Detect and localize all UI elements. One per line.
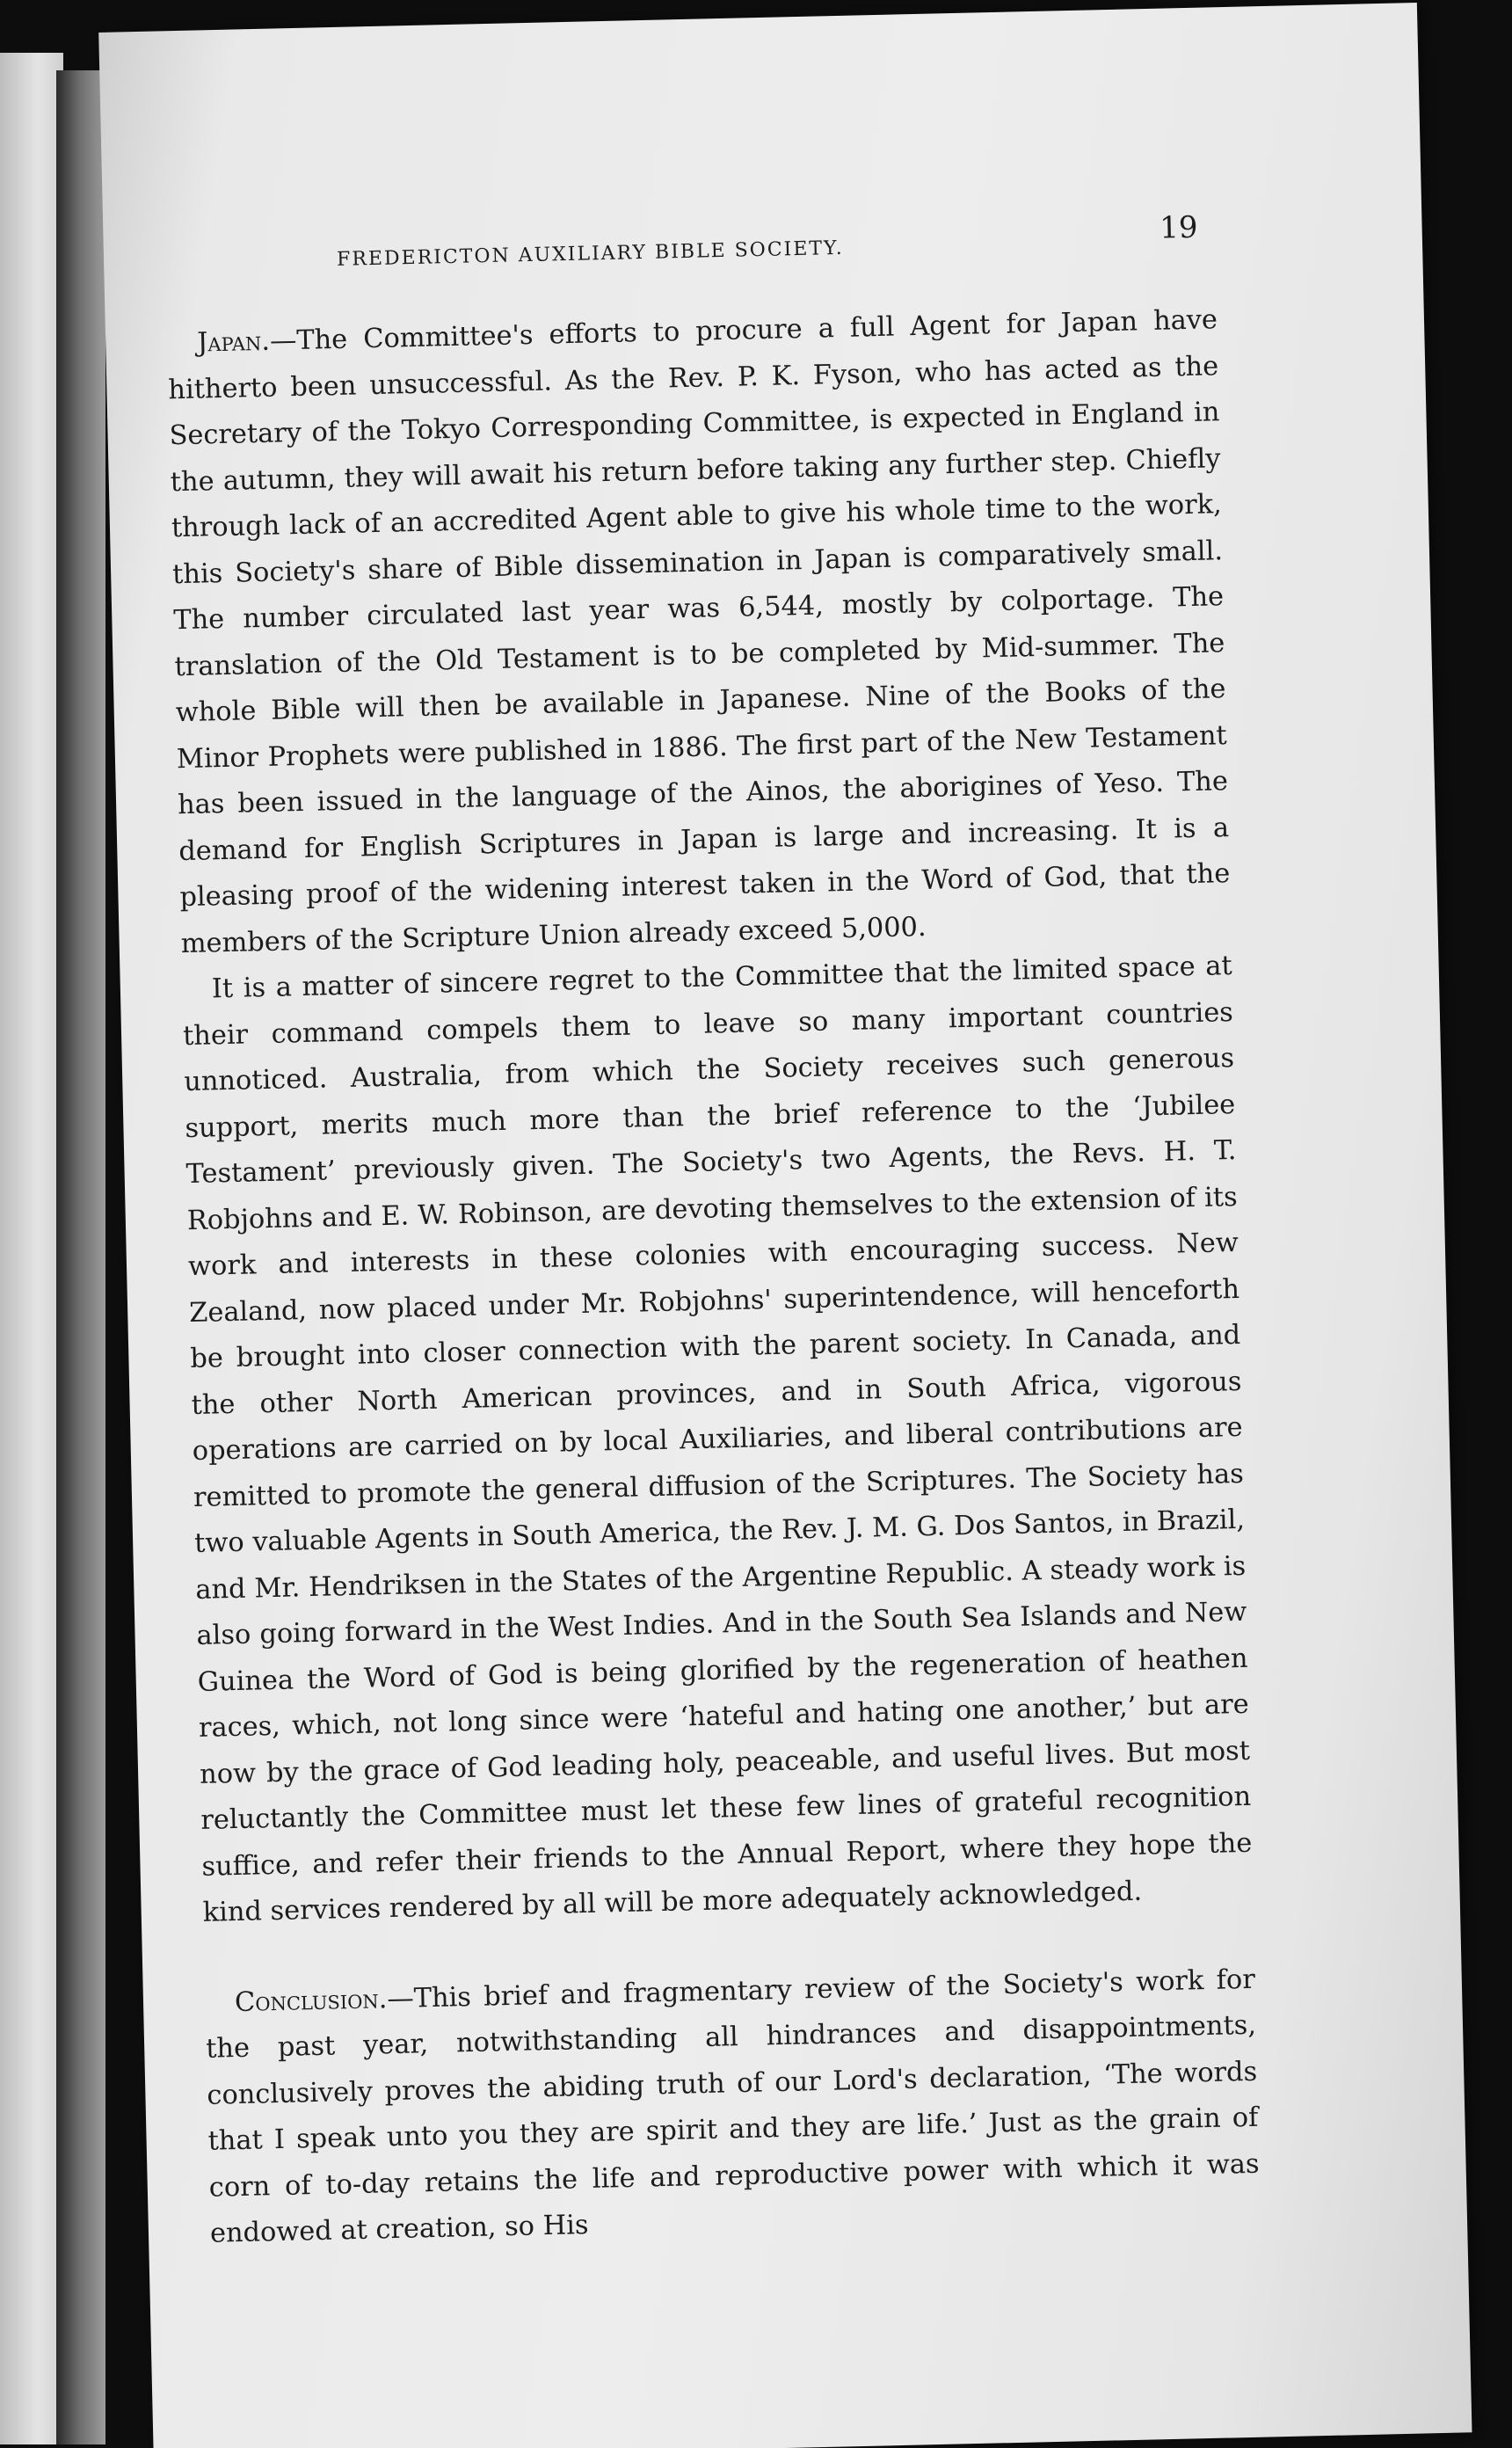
paragraph-text: —The Committee's efforts to procure a full Agent for Japan have hitherto been unsuccessful. As the Rev. P. K. Fyson, who has acted as the Secretary of the Tokyo Corresponding Committee, is expected in England in the autumn, they will await his return before taking any further step. Chiefly through lack of an accredited Agent able to give his whole time to the work, this Society's share of Bible dissemination in Japan is comparatively small. The number circulated last year was 6,544, mostly by colportage. The translation of the Old Testament is to be completed by Mid-summer. The whole Bible will then be available in Japanese. Nine of the Books of the Minor Prophets were published in 1886. The first part of the New Testament has been issued in the language of the Ainos, the aborigines of Yeso. The demand for English Scriptures in Japan is large and increasing. It is a pleasing proof of the widening interest taken in the Word of God, that the members of the Scripture Union already exceed 5,000. bbox=[168, 304, 1231, 959]
paragraph-text: It is a matter of sincere regret to the Committee that the limited space at their command compels them to leave so many important countries unnoticed. Australia, from which the Society receives such generous support, merits much more than the brief reference to the ‘Jubilee Testament’ previously given. The Society's two Agents, the Revs. H. T. Robjohns and E. W. Robinson, are devoting themselves to the extension of its work and interests in these colonies with encouraging success. New Zealand, now placed under Mr. Robjohns' superintendence, will henceforth be brought into closer connection with the parent society. In Canada, and the other North American provinces, and in South Africa, vigorous operations are carried on by local Auxiliaries, and liberal contributions are remitted to promote the general diffusion of the Scriptures. The Society has two valuable Agents in South America, the Rev. J. M. G. Dos Santos, in Brazil, and Mr. Hendriksen in the States of the Argentine Republic. A steady work is also going forward in the West Indies. And in the South Sea Islands and New Guinea the Word of God is being glorified by the regeneration of heathen races, which, not long since were ‘hateful and hating one another,’ but are now by the grace of God leading holy, peaceable, and useful lives. But most reluctantly the Committee must let these few lines of grateful recognition suffice, and refer their friends to the Annual Report, where they hope the kind services rendered by all will be more adequately acknowledged. bbox=[182, 951, 1253, 1928]
paragraph-other-countries bbox=[181, 944, 1254, 1936]
running-title: FREDERICTON AUXILIARY BIBLE SOCIETY. bbox=[336, 237, 844, 271]
book-gutter-shadow bbox=[56, 70, 105, 2444]
paragraph-lead: Japan. bbox=[196, 325, 271, 359]
paragraph-text: —This brief and fragmentary review of the Society's work for the past year, notwithstanding all hindrances and disappointments, conclusively proves the abiding truth of our Lord's declaration, ‘The words that I speak unto you they are spirit and they are life.’ Just as the grain of corn of to-day retains the life and reproductive power with which it was endowed at creation, so His bbox=[205, 1964, 1260, 2249]
paragraph-conclusion bbox=[204, 1956, 1261, 2257]
book-page bbox=[98, 3, 1472, 2448]
paragraph-lead: Conclusion. bbox=[234, 1983, 388, 2018]
facing-page-edge bbox=[0, 53, 63, 2444]
paragraph-japan bbox=[167, 297, 1232, 967]
text-block bbox=[164, 209, 1261, 2257]
running-head bbox=[164, 209, 1216, 286]
page-number: 19 bbox=[1159, 209, 1198, 246]
